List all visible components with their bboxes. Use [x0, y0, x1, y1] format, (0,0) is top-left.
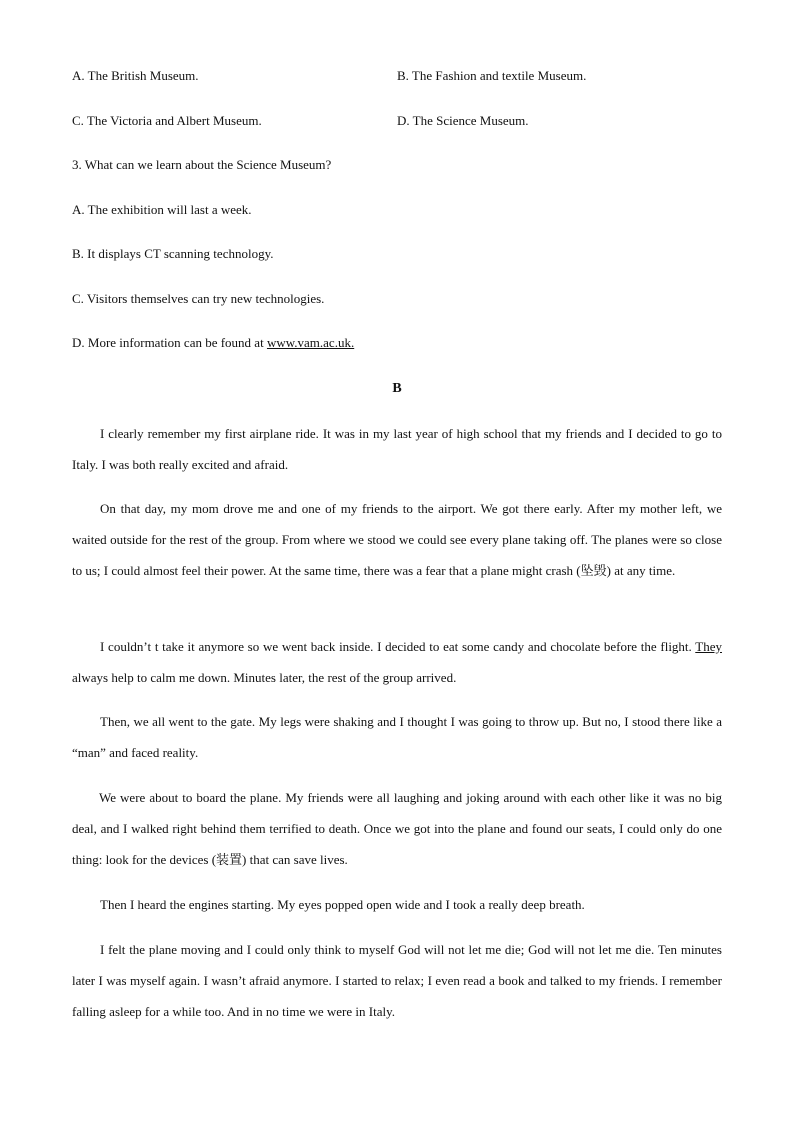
q3-option-a: A. The exhibition will last a week. [72, 202, 252, 217]
paragraph-3-part-1: I couldn’t t take it anymore so we went back inside. I decided to eat some candy and chocolate before the flight. [100, 639, 696, 654]
q3-option-d [72, 336, 354, 349]
passage-paragraph-2: On that day, my mom drove me and one of my friends to the airport. We got there early. After my mother left, we waited outside for the rest of the group. From where we stood we could see every plane taking off. The planes were so close to us; I could almost feel their power. At the same time, there was a fear that a plane might crash (坠毁) at any time. [72, 501, 722, 578]
passage-paragraph-1: I clearly remember my first airplane ride. It was in my last year of high school that my friends and I decided to go to Italy. I was both really excited and afraid. [72, 426, 722, 472]
q2-option-c: C. The Victoria and Albert Museum. [72, 113, 262, 128]
q3-option-c: C. Visitors themselves can try new technologies. [72, 291, 325, 306]
passage-paragraph-6: Then I heard the engines starting. My eyes popped open wide and I took a really deep breath. [100, 897, 585, 912]
q3-option-b: B. It displays CT scanning technology. [72, 246, 274, 261]
museum-website-link[interactable]: www.vam.ac.uk. [266, 335, 355, 350]
passage-paragraph-3 [72, 631, 722, 693]
q3-stem: 3. What can we learn about the Science Museum? [72, 157, 332, 172]
q2-option-a: A. The British Museum. [72, 68, 199, 83]
q3-option-d-text: D. More information can be found at [72, 335, 267, 350]
passage-paragraph-5: We were about to board the plane. My friends were all laughing and joking around with each other like it was no big deal, and I walked right behind them terrified to death. Once we got into the plane and found our seats, I could only do one thing: look for the devices (装置) that can save lives. [72, 790, 722, 867]
q2-option-b: B. The Fashion and textile Museum. [397, 68, 587, 83]
passage-paragraph-4: Then, we all went to the gate. My legs were shaking and I thought I was going to throw up. But no, I stood there like a “man” and faced reality. [72, 714, 722, 760]
underlined-word-they: They [695, 639, 722, 654]
passage-paragraph-7: I felt the plane moving and I could only think to myself God will not let me die; God will not let me die. Ten minutes later I was myself again. I wasn’t afraid anymore. I started to relax; I even read a book and talked to my friends. I remember falling asleep for a while too. And in no time we were in Italy. [72, 942, 722, 1019]
paragraph-3-part-2: always help to calm me down. Minutes later, the rest of the group arrived. [72, 670, 457, 685]
q2-option-d: D. The Science Museum. [397, 113, 529, 128]
section-heading: B [392, 381, 402, 396]
